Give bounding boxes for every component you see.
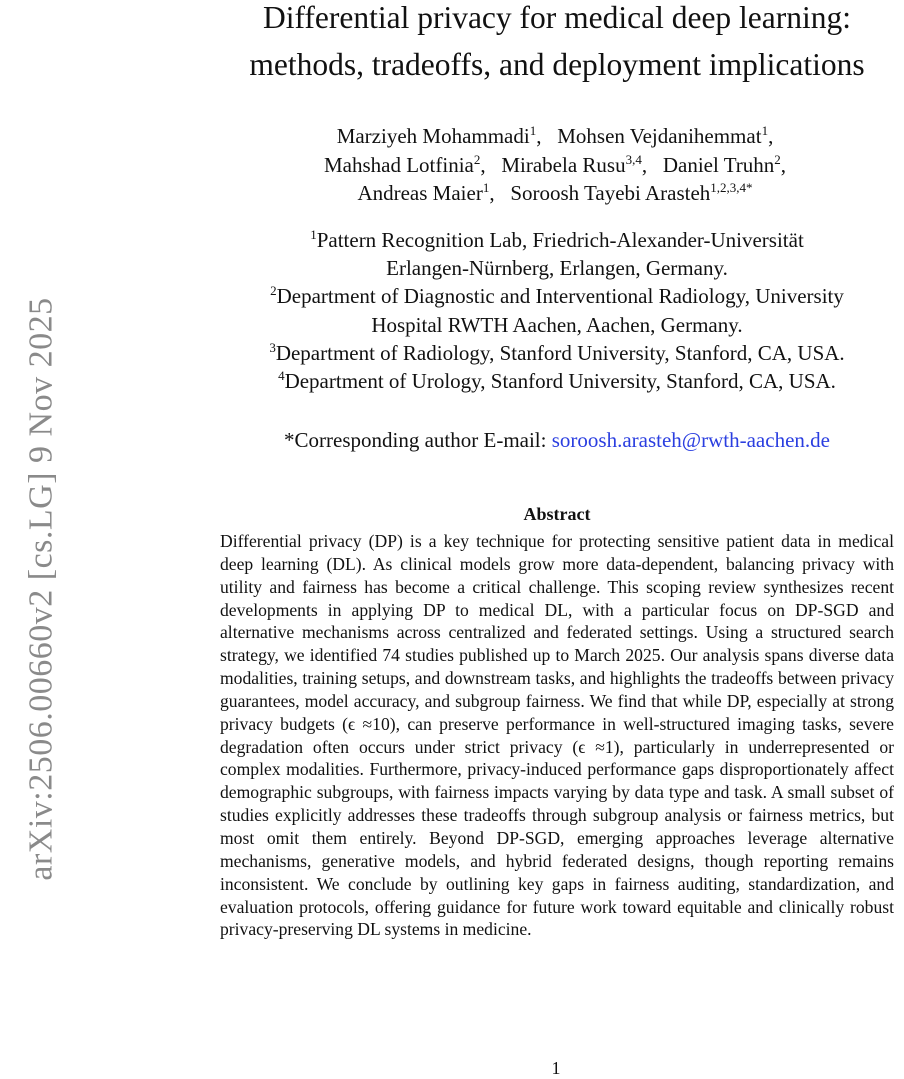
author-affiliation-marker: 1	[482, 180, 490, 195]
author-affiliation-marker: 3,4	[625, 151, 642, 167]
corresponding-email-link[interactable]: soroosh.arasteh@rwth-aachen.de	[551, 428, 830, 452]
author: Mirabela Rusu$^{3,4}$,	[501, 151, 648, 177]
author-name: Daniel Truhn	[662, 152, 775, 177]
author-name: Mirabela Rusu	[501, 152, 626, 177]
affiliation-line	[205, 226, 904, 254]
affiliation-marker: 2	[270, 283, 277, 299]
corresponding-author	[205, 426, 904, 454]
author: Marziyeh Mohammadi$^1$,	[336, 123, 542, 148]
affiliation-marker: 3	[269, 339, 276, 355]
paper-title	[205, 0, 904, 88]
author: Mahshad Lotfinia$^2$,	[323, 151, 486, 177]
title-line: Differential privacy for medical deep learning:	[262, 0, 852, 35]
affiliation-text: Erlangen-Nürnberg, Erlangen, Germany.	[386, 256, 728, 281]
author-affiliation-marker: 1,2,3,4*	[710, 180, 753, 195]
affiliation-line	[205, 311, 904, 339]
affiliation-text: Hospital RWTH Aachen, Aachen, Germany.	[371, 312, 743, 337]
author-name: Mahshad Lotfinia	[323, 152, 474, 177]
author-affiliation-marker: 2	[774, 151, 781, 167]
abstract-heading: Abstract	[523, 504, 591, 524]
author-affiliation-marker: 1	[761, 123, 769, 138]
author-list	[240, 122, 870, 208]
arxiv-identifier	[22, 232, 62, 946]
author: Andreas Maier$^1$,	[357, 180, 495, 205]
affiliation-text: Pattern Recognition Lab, Friedrich-Alexander-Universität	[316, 228, 804, 252]
affiliation-line	[205, 339, 904, 367]
author: Daniel Truhn$^2$,	[662, 151, 787, 177]
affiliation-text: Department of Diagnostic and Interventional Radiology, University	[276, 284, 844, 309]
affiliation-list	[205, 226, 904, 395]
affiliation-marker: 1	[310, 227, 317, 242]
author: Mohsen Vejdanihemmat$^1$,	[557, 123, 774, 148]
arxiv-identifier-text: arXiv:2506.00660v2 [cs.LG] 9 Nov 2025	[23, 297, 61, 881]
author-affiliation-marker: 2	[473, 151, 481, 167]
corresponding-label: *Corresponding author E-mail:	[284, 428, 547, 452]
page-number: 1	[551, 1058, 561, 1078]
author-name: Soroosh Tayebi Arasteh	[510, 181, 711, 205]
author-affiliation-marker: 1	[529, 123, 537, 138]
affiliation-line	[205, 254, 904, 282]
affiliation-line	[205, 367, 904, 395]
affiliation-line	[205, 282, 904, 310]
affiliation-text: Department of Radiology, Stanford University, Stanford, CA, USA.	[275, 340, 845, 365]
author	[510, 181, 752, 205]
author-name: Marziyeh Mohammadi	[336, 124, 530, 148]
title-line: methods, tradeoffs, and deployment implications	[249, 47, 865, 82]
abstract-text: Differential privacy (DP) is a key technique for protecting sensitive patient data in medical deep learning (DL). As clinical models grow more data-dependent, balancing privacy with utility and fairness has become a critical challenge. This scoping review synthesizes recent developments in applying DP to medical DL, with a particular focus on DP-SGD and alternative mechanisms across centralized and federated settings. Using a structured search strategy, we identified 74 studies published up to March 2025. Our analysis spans diverse data modalities, training setups, and downstream tasks, and highlights the tradeoffs between privacy guarantees, model accuracy, and subgroup fairness. We find that while DP, especially at strong privacy budgets (ϵ ≈10), can preserve performance in well-structured imaging tasks, severe degradation often occurs under strict privacy (ϵ ≈1), particularly in underrepresented or complex modalities. Furthermore, privacy-induced performance gaps disproportionately affect demographic subgroups, with fairness impacts varying by data type and task. A small subset of studies explicitly addresses these tradeoffs through subgroup analysis or fairness metrics, but most omit them entirely. Beyond DP-SGD, emerging approaches leverage alternative mechanisms, generative models, and hybrid federated designs, though reporting remains inconsistent. We conclude by outlining key gaps in fairness auditing, standardization, and evaluation protocols, offering guidance for future work toward equitable and clinically robust privacy-preserving DL systems in medicine.	[220, 531, 894, 940]
affiliation-marker: 4	[278, 368, 285, 384]
affiliation-text: Department of Urology, Stanford University, Stanford, CA, USA.	[284, 369, 836, 394]
author-name: Mohsen Vejdanihemmat	[557, 124, 762, 148]
author-name: Andreas Maier	[357, 181, 483, 205]
